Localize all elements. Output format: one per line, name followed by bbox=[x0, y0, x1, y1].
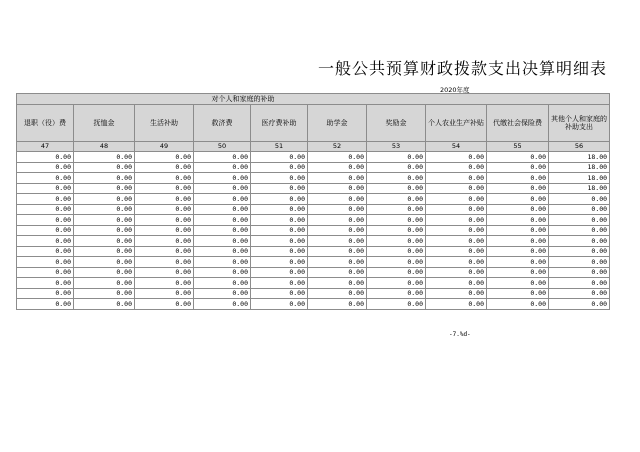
table-cell: 0.00 bbox=[487, 288, 549, 299]
column-code: 47 bbox=[17, 142, 74, 152]
table-cell: 0.00 bbox=[17, 267, 74, 278]
table-cell: 0.00 bbox=[426, 246, 487, 257]
table-cell: 18.00 bbox=[549, 173, 610, 184]
table-cell: 0.00 bbox=[251, 204, 308, 215]
table-cell: 0.00 bbox=[487, 299, 549, 310]
table-cell: 0.00 bbox=[308, 257, 367, 268]
table-cell: 0.00 bbox=[251, 267, 308, 278]
table-cell: 0.00 bbox=[251, 288, 308, 299]
table-cell: 0.00 bbox=[194, 267, 251, 278]
table-cell: 0.00 bbox=[487, 225, 549, 236]
table-cell: 0.00 bbox=[135, 225, 194, 236]
table-cell: 0.00 bbox=[367, 152, 426, 163]
table-cell: 0.00 bbox=[308, 278, 367, 289]
table-cell: 0.00 bbox=[367, 246, 426, 257]
table-row bbox=[17, 173, 610, 184]
table-cell: 0.00 bbox=[74, 173, 135, 184]
table-cell: 0.00 bbox=[17, 215, 74, 226]
column-code: 49 bbox=[135, 142, 194, 152]
table-row bbox=[17, 236, 610, 247]
table-cell: 0.00 bbox=[194, 152, 251, 163]
table-cell: 0.00 bbox=[251, 162, 308, 173]
column-header: 医疗费补助 bbox=[251, 105, 308, 142]
table-cell: 0.00 bbox=[549, 267, 610, 278]
page-number: -7.%d- bbox=[449, 331, 471, 338]
table-cell: 0.00 bbox=[426, 288, 487, 299]
table-cell: 0.00 bbox=[74, 183, 135, 194]
table-cell: 0.00 bbox=[426, 152, 487, 163]
table-cell: 0.00 bbox=[426, 278, 487, 289]
table-cell: 0.00 bbox=[194, 278, 251, 289]
table-cell: 0.00 bbox=[135, 152, 194, 163]
table-cell: 0.00 bbox=[367, 236, 426, 247]
table-cell: 0.00 bbox=[194, 257, 251, 268]
report-title: 一般公共预算财政拨款支出决算明细表 bbox=[318, 59, 608, 78]
table-cell: 0.00 bbox=[367, 278, 426, 289]
table-cell: 0.00 bbox=[194, 246, 251, 257]
column-header: 个人农业生产补贴 bbox=[426, 105, 487, 142]
table-cell: 0.00 bbox=[194, 162, 251, 173]
table-cell: 0.00 bbox=[308, 215, 367, 226]
table-cell: 0.00 bbox=[426, 162, 487, 173]
table-cell: 0.00 bbox=[74, 204, 135, 215]
table-cell: 0.00 bbox=[549, 257, 610, 268]
column-code: 54 bbox=[426, 142, 487, 152]
table-cell: 0.00 bbox=[194, 204, 251, 215]
table-cell: 0.00 bbox=[549, 299, 610, 310]
table-cell: 0.00 bbox=[194, 173, 251, 184]
table-cell: 0.00 bbox=[487, 173, 549, 184]
table-cell: 0.00 bbox=[487, 152, 549, 163]
table-cell: 0.00 bbox=[74, 288, 135, 299]
table-row bbox=[17, 204, 610, 215]
table-cell: 0.00 bbox=[135, 215, 194, 226]
column-header: 助学金 bbox=[308, 105, 367, 142]
column-header: 生活补助 bbox=[135, 105, 194, 142]
table-cell: 0.00 bbox=[74, 152, 135, 163]
table-cell: 0.00 bbox=[367, 299, 426, 310]
table-cell: 0.00 bbox=[426, 267, 487, 278]
column-header-row bbox=[17, 105, 610, 142]
table-cell: 0.00 bbox=[74, 257, 135, 268]
table-cell: 0.00 bbox=[308, 162, 367, 173]
table-cell: 0.00 bbox=[367, 288, 426, 299]
table-cell: 0.00 bbox=[251, 215, 308, 226]
table-row bbox=[17, 215, 610, 226]
table-cell: 0.00 bbox=[135, 173, 194, 184]
table-cell: 0.00 bbox=[367, 162, 426, 173]
table-cell: 0.00 bbox=[194, 215, 251, 226]
table-cell: 0.00 bbox=[487, 246, 549, 257]
column-code: 52 bbox=[308, 142, 367, 152]
table-cell: 0.00 bbox=[74, 215, 135, 226]
table-cell: 0.00 bbox=[17, 204, 74, 215]
column-header: 抚恤金 bbox=[74, 105, 135, 142]
column-header: 其他个人和家庭的补助支出 bbox=[549, 105, 610, 142]
column-code: 51 bbox=[251, 142, 308, 152]
table-cell: 0.00 bbox=[426, 257, 487, 268]
group-header-label: 对个人和家庭的补助 bbox=[211, 94, 275, 103]
table-cell: 0.00 bbox=[308, 194, 367, 205]
table-row bbox=[17, 267, 610, 278]
table-cell: 0.00 bbox=[194, 299, 251, 310]
table-cell: 0.00 bbox=[194, 194, 251, 205]
table-cell: 0.00 bbox=[17, 288, 74, 299]
table-cell: 0.00 bbox=[308, 183, 367, 194]
table-cell: 0.00 bbox=[135, 299, 194, 310]
table-cell: 0.00 bbox=[135, 183, 194, 194]
table-cell: 0.00 bbox=[367, 225, 426, 236]
table-cell: 0.00 bbox=[74, 267, 135, 278]
table-cell: 18.00 bbox=[549, 183, 610, 194]
table-cell: 0.00 bbox=[135, 257, 194, 268]
table-cell: 0.00 bbox=[135, 267, 194, 278]
table-cell: 0.00 bbox=[426, 183, 487, 194]
table-cell: 0.00 bbox=[17, 183, 74, 194]
table-row bbox=[17, 257, 610, 268]
table-cell: 0.00 bbox=[487, 204, 549, 215]
table-cell: 0.00 bbox=[487, 162, 549, 173]
table-cell: 0.00 bbox=[549, 246, 610, 257]
table-cell: 0.00 bbox=[426, 225, 487, 236]
table-row bbox=[17, 152, 610, 163]
table-cell: 0.00 bbox=[367, 183, 426, 194]
table-cell: 0.00 bbox=[367, 257, 426, 268]
table-cell: 0.00 bbox=[549, 194, 610, 205]
table-row bbox=[17, 183, 610, 194]
table-cell: 0.00 bbox=[308, 173, 367, 184]
table-cell: 0.00 bbox=[74, 299, 135, 310]
column-code: 48 bbox=[74, 142, 135, 152]
table-cell: 0.00 bbox=[426, 204, 487, 215]
table-cell: 0.00 bbox=[308, 152, 367, 163]
table-cell: 0.00 bbox=[194, 183, 251, 194]
table-cell: 0.00 bbox=[426, 215, 487, 226]
table-cell: 0.00 bbox=[251, 152, 308, 163]
table-cell: 0.00 bbox=[367, 194, 426, 205]
table-cell: 0.00 bbox=[487, 183, 549, 194]
table-cell: 0.00 bbox=[74, 236, 135, 247]
table-cell: 0.00 bbox=[74, 278, 135, 289]
table-cell: 0.00 bbox=[426, 173, 487, 184]
table-cell: 0.00 bbox=[135, 162, 194, 173]
table-cell: 0.00 bbox=[426, 299, 487, 310]
table-cell: 0.00 bbox=[308, 299, 367, 310]
table-cell: 0.00 bbox=[487, 267, 549, 278]
table-cell: 0.00 bbox=[426, 194, 487, 205]
column-header: 奖励金 bbox=[367, 105, 426, 142]
table-cell: 18.00 bbox=[549, 152, 610, 163]
table-cell: 0.00 bbox=[487, 257, 549, 268]
table-cell: 0.00 bbox=[487, 215, 549, 226]
table-cell: 0.00 bbox=[367, 173, 426, 184]
table-cell: 0.00 bbox=[308, 267, 367, 278]
table-cell: 0.00 bbox=[251, 194, 308, 205]
table-cell: 0.00 bbox=[135, 236, 194, 247]
group-header-row bbox=[17, 94, 610, 105]
table-cell: 0.00 bbox=[308, 288, 367, 299]
table-cell: 0.00 bbox=[17, 236, 74, 247]
table-cell: 0.00 bbox=[549, 278, 610, 289]
table-body bbox=[17, 94, 610, 310]
table-cell: 0.00 bbox=[367, 204, 426, 215]
expenditure-table bbox=[16, 93, 610, 310]
table-cell: 0.00 bbox=[135, 204, 194, 215]
table-cell: 0.00 bbox=[549, 215, 610, 226]
table-row bbox=[17, 299, 610, 310]
table-row bbox=[17, 246, 610, 257]
report-year: 2020年度 bbox=[440, 86, 470, 94]
table-cell: 0.00 bbox=[251, 246, 308, 257]
table-cell: 0.00 bbox=[487, 194, 549, 205]
table-cell: 0.00 bbox=[549, 225, 610, 236]
column-code: 56 bbox=[549, 142, 610, 152]
column-code-row bbox=[17, 142, 610, 152]
table-cell: 0.00 bbox=[487, 278, 549, 289]
table-cell: 0.00 bbox=[17, 246, 74, 257]
table-cell: 0.00 bbox=[135, 278, 194, 289]
table-cell: 0.00 bbox=[251, 257, 308, 268]
table-cell: 0.00 bbox=[17, 152, 74, 163]
table-cell: 0.00 bbox=[17, 194, 74, 205]
table-cell: 0.00 bbox=[251, 278, 308, 289]
column-header: 救济费 bbox=[194, 105, 251, 142]
column-header: 代缴社会保险费 bbox=[487, 105, 549, 142]
table-row bbox=[17, 194, 610, 205]
table-row bbox=[17, 278, 610, 289]
table-cell: 0.00 bbox=[367, 215, 426, 226]
table-cell: 0.00 bbox=[251, 183, 308, 194]
table-cell: 0.00 bbox=[17, 162, 74, 173]
table-row bbox=[17, 225, 610, 236]
table-cell: 0.00 bbox=[251, 299, 308, 310]
table-cell: 0.00 bbox=[251, 173, 308, 184]
table-cell: 0.00 bbox=[549, 236, 610, 247]
table-cell: 0.00 bbox=[549, 288, 610, 299]
column-code: 53 bbox=[367, 142, 426, 152]
table-cell: 0.00 bbox=[251, 236, 308, 247]
table-cell: 0.00 bbox=[17, 278, 74, 289]
table-cell: 0.00 bbox=[135, 246, 194, 257]
table-cell: 0.00 bbox=[308, 225, 367, 236]
table-cell: 0.00 bbox=[194, 236, 251, 247]
table-cell: 0.00 bbox=[308, 236, 367, 247]
table-cell: 0.00 bbox=[74, 162, 135, 173]
table-cell: 0.00 bbox=[549, 204, 610, 215]
table-cell: 0.00 bbox=[17, 299, 74, 310]
table-cell: 0.00 bbox=[74, 225, 135, 236]
table-cell: 0.00 bbox=[135, 288, 194, 299]
group-header-cell bbox=[17, 94, 610, 105]
table-cell: 0.00 bbox=[17, 225, 74, 236]
table-cell: 0.00 bbox=[367, 267, 426, 278]
table-cell: 0.00 bbox=[17, 173, 74, 184]
table-cell: 0.00 bbox=[194, 288, 251, 299]
column-code: 55 bbox=[487, 142, 549, 152]
table-cell: 0.00 bbox=[194, 225, 251, 236]
table-cell: 0.00 bbox=[426, 236, 487, 247]
column-code: 50 bbox=[194, 142, 251, 152]
table-cell: 0.00 bbox=[308, 204, 367, 215]
table-cell: 18.00 bbox=[549, 162, 610, 173]
table-cell: 0.00 bbox=[308, 246, 367, 257]
table-row bbox=[17, 162, 610, 173]
table-cell: 0.00 bbox=[74, 246, 135, 257]
table-cell: 0.00 bbox=[17, 257, 74, 268]
table-cell: 0.00 bbox=[74, 194, 135, 205]
table-cell: 0.00 bbox=[487, 236, 549, 247]
table-row bbox=[17, 288, 610, 299]
column-header: 退职（役）费 bbox=[17, 105, 74, 142]
table-cell: 0.00 bbox=[135, 194, 194, 205]
table-cell: 0.00 bbox=[251, 225, 308, 236]
